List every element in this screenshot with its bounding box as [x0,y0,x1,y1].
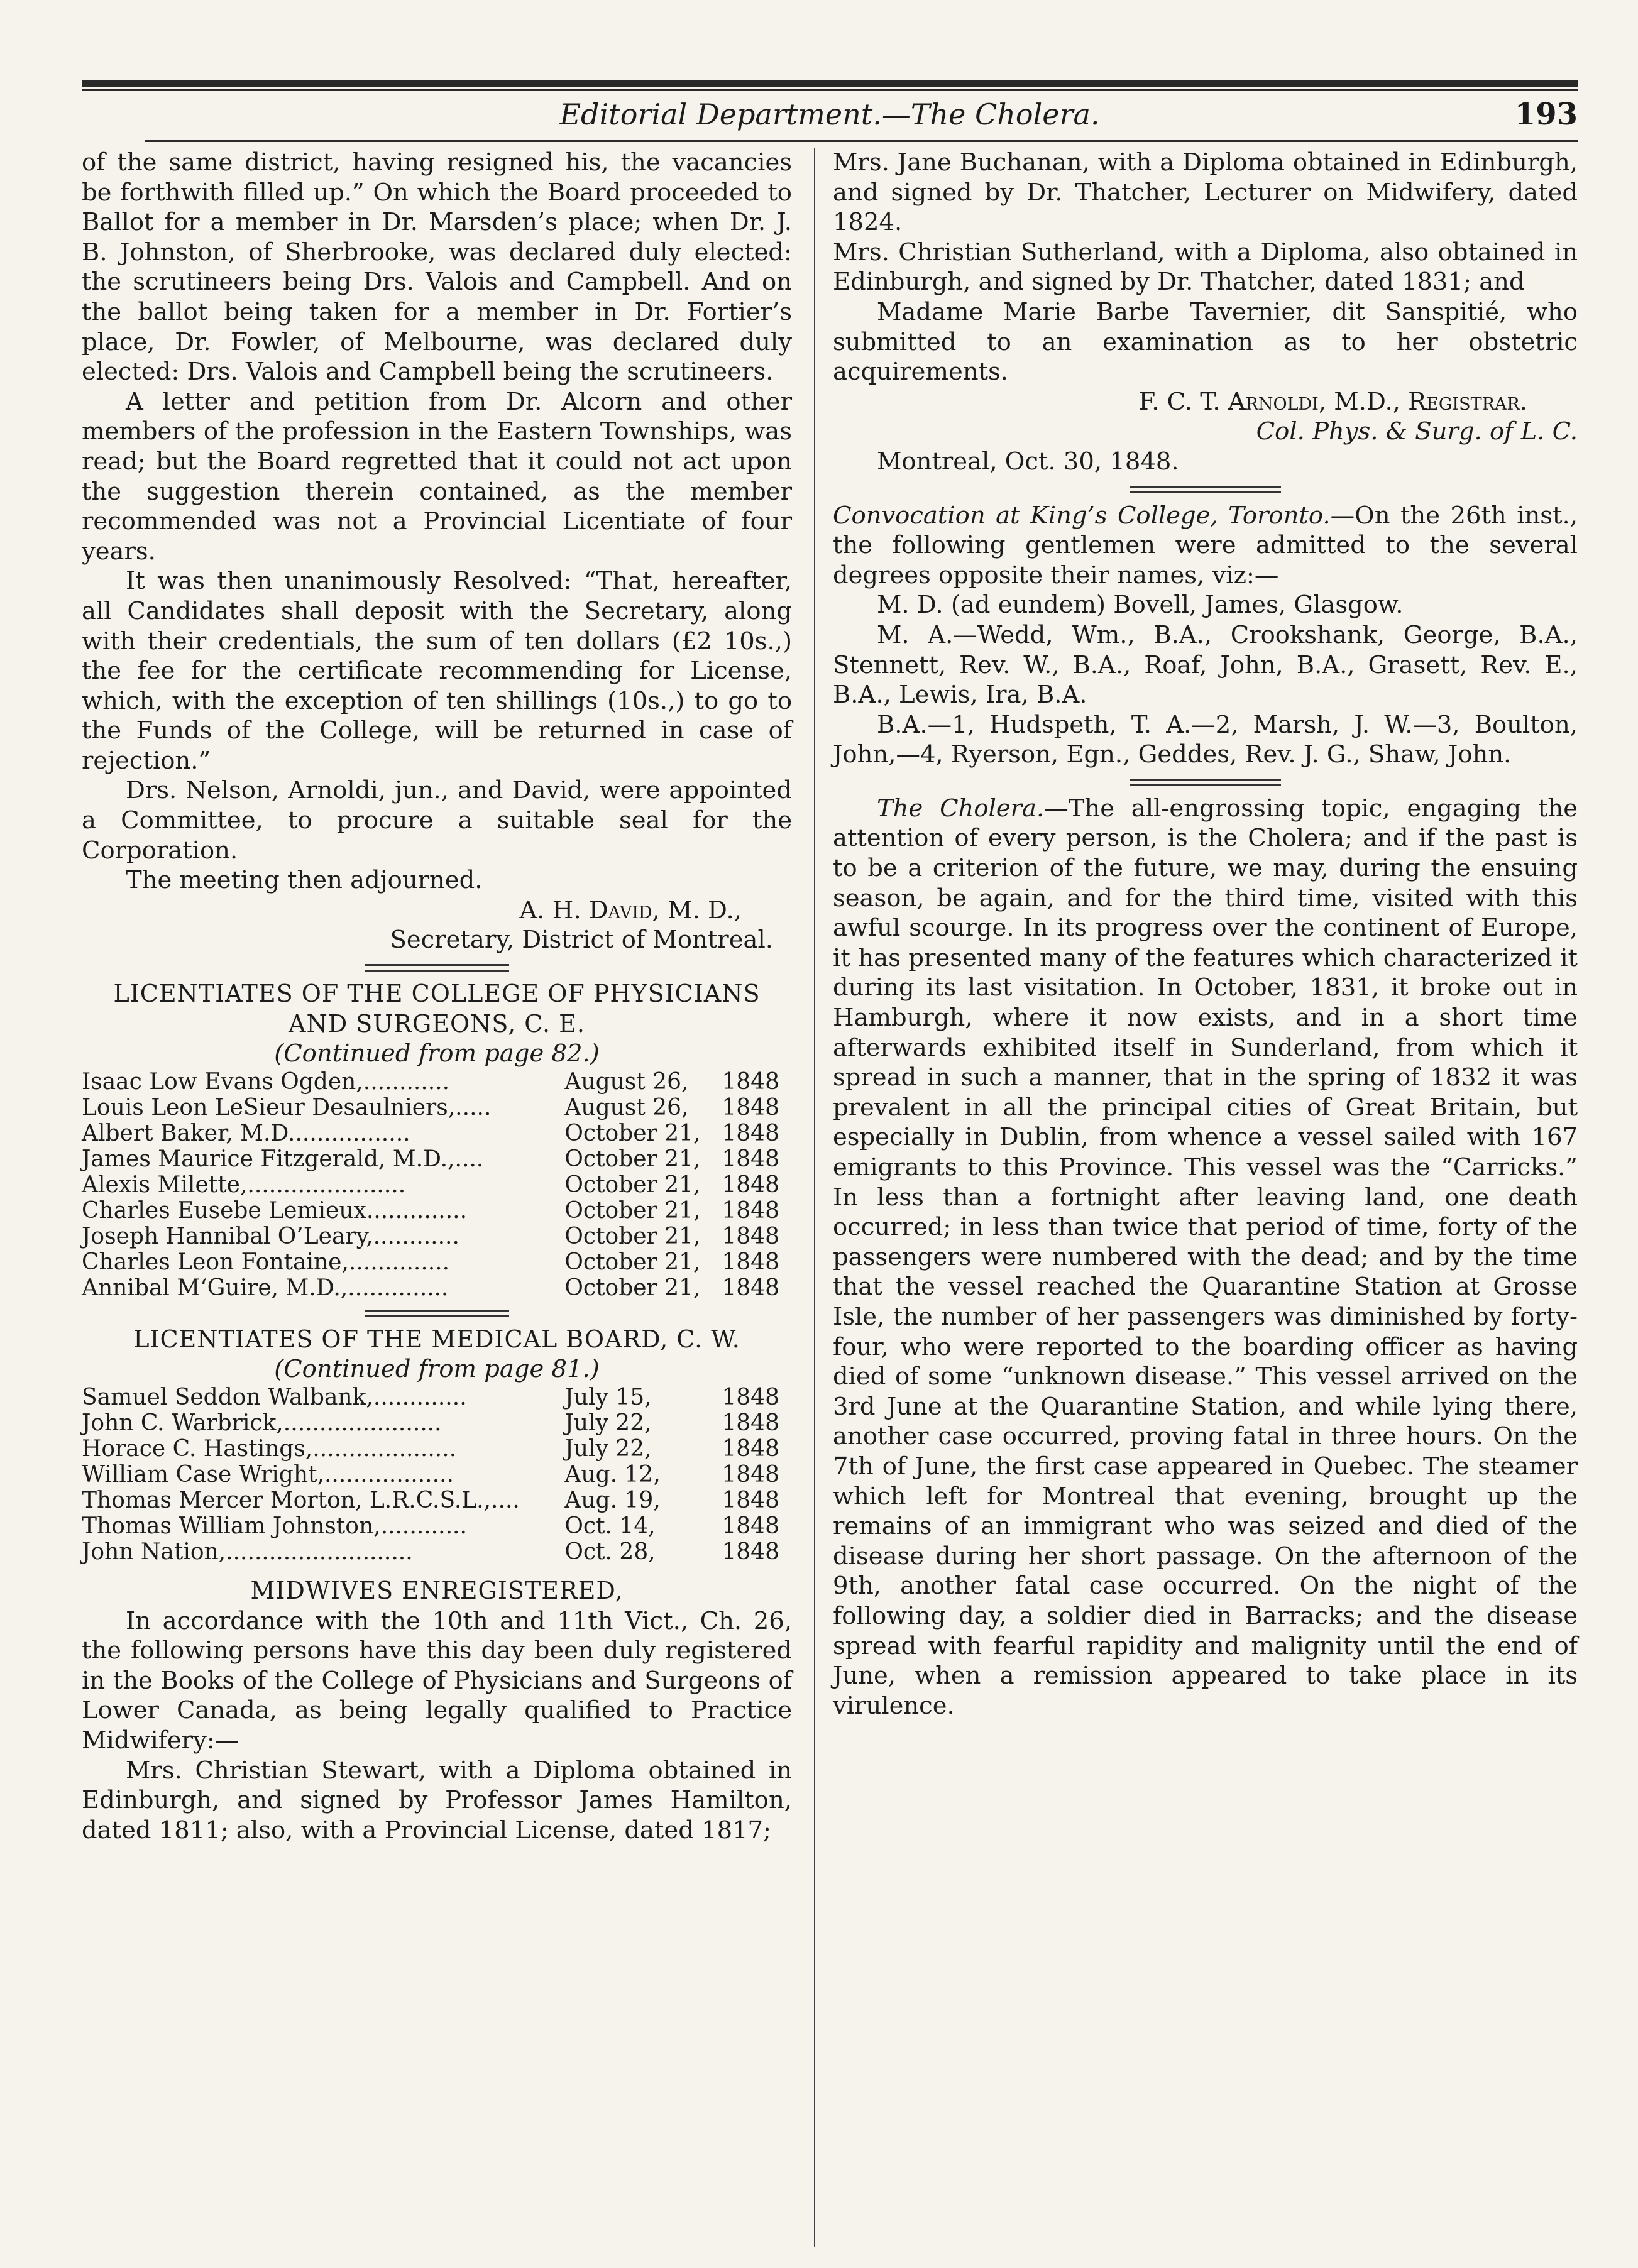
table-row [82,1224,792,1249]
licentiate-year: 1848 [722,1487,779,1513]
licentiate-name: Joseph Hannibal O’Leary,............ [82,1223,459,1249]
licentiate-name: Isaac Low Evans Ogden,............ [82,1068,450,1095]
running-header [82,96,1578,141]
licentiate-name: William Case Wright,.................. [82,1462,454,1487]
paragraph: Mrs. Jane Buchanan, with a Diploma obtained in Edinburgh, and signed by Dr. Thatcher, Lecturer on Midwifery, dated 1824. [833,148,1578,237]
licentiate-name: Charles Eusebe Lemieux.............. [82,1197,468,1224]
licentiate-name: Louis Leon LeSieur Desaulniers,..... [82,1094,492,1120]
paragraph: Mrs. Christian Sutherland, with a Diploma, also obtained in Edinburgh, and signed by Dr. Thatcher, dated 1831; and [833,238,1578,297]
section-divider [365,1310,509,1317]
signature-title: Secretary, District of Montreal. [390,926,773,955]
section-heading: MIDWIVES ENREGISTERED, [250,1577,624,1604]
degree-ba: B.A.—1, Hudspeth, T. A.—2, Marsh, J. W.—3, Boulton, John,—4, Ryerson, Egn., Geddes, Rev. J. G., Shaw, John. [833,710,1578,769]
licentiate-year: 1848 [722,1513,779,1539]
signature-name-text: A. H. David, M. D., [519,896,742,924]
licentiate-date: October 21, [564,1146,701,1172]
journal-page [82,0,1578,2268]
licentiate-date: October 21, [564,1197,701,1224]
continued-note: (Continued from page 81.) [274,1355,600,1384]
licentiate-date: Aug. 12, [564,1462,661,1487]
top-rule [82,80,1578,87]
licentiate-date: Oct. 14, [564,1513,656,1539]
licentiate-date: October 21, [564,1171,701,1198]
cholera-text: —The all-engrossing topic, engaging the attention of every person, is the Cholera; and if the past is to be a criterion of the future, we may, during the ensuing season, be again, and for the third time, visited with this awful scourge. In its progress over the continent of Europe, it has presented many of the features which characterized it during its last visitation. In October, 1831, it broke out in Hamburgh, where it now exists, and in a short time afterwards exhibited itself in Sunderland, from which it spread in such a manner, that in the spring of 1832 it was prevalent in all the principal cities of Great Britain, but especially in Dublin, from whence a vessel sailed with 167 emigrants to this Province. This vessel was the “Carricks.” In less than a fortnight after leaving land, one death occurred; in less than twice that period of time, forty of the passengers were numbered with the dead; and by the time that the vessel reached the Quarantine Station at Grosse Isle, the number of her passengers was diminished by forty-four, who were reported to the boarding officer as having died of some “unknown disease.” This vessel arrived on the 3rd June at the Quarantine Station, and while lying there, another case occurred, proving fatal in three hours. On the 7th of June, the first case appeared in Quebec. The steamer which left for Montreal that evening, brought up the remains of an immigrant who was seized and died of the disease during her short passage. On the afternoon of the 9th, another fatal case occurred. On the night of the following day, a soldier died in Barracks; and the disease spread with fearful rapidity and malignity until the end of June, when a remission appeared to take place in its virulence. [833,794,1578,1720]
paragraph: The meeting then adjourned. [126,866,483,895]
table-row [82,1249,792,1275]
section-heading: LICENTIATES OF THE MEDICAL BOARD, C. W. [133,1325,740,1353]
section-heading: AND SURGEONS, C. E. [289,1009,585,1038]
table-row [82,1069,792,1095]
table-row [82,1120,792,1146]
registrar-signature [833,387,1578,417]
licentiate-name: John C. Warbrick,...................... [82,1410,442,1436]
licentiate-date: October 21, [564,1274,701,1301]
signature-date: Montreal, Oct. 30, 1848. [877,447,1179,476]
licentiate-year: 1848 [722,1171,779,1198]
licentiate-name: Samuel Seddon Walbank,............. [82,1384,467,1410]
licentiate-year: 1848 [722,1146,779,1172]
licentiate-name: Albert Baker, M.D................. [82,1120,410,1146]
licentiate-date: July 22, [564,1410,652,1436]
header-rule [145,140,1578,142]
table-row [82,1146,792,1172]
registrar-name: F. C. T. Arnoldi, M.D., Registrar. [1138,387,1527,416]
convocation-text: —On the 26th inst., the following gentlemen were admitted to the several degrees opposite their names, viz:— [833,501,1578,589]
licentiate-name: John Nation,.......................... [82,1539,413,1565]
paragraph: of the same district, having resigned his, the vacancies be forthwith filled up.” On which the Board proceeded to Ballot for a member in Dr. Marsden’s place; when Dr. J. B. Johnston, of Sherbrooke, was declared duly elected: the scrutineers being Drs. Valois and Campbell. And on the ballot being taken for a member in Dr. Fortier’s place, Dr. Fowler, of Melbourne, was declared duly elected: Drs. Valois and Campbell being the scrutineers. [82,148,792,386]
licentiate-year: 1848 [722,1539,779,1565]
convocation-title: Convocation at King’s College, Toronto. [833,501,1331,530]
licentiate-year: 1848 [722,1436,779,1462]
table-row [82,1275,792,1301]
section-divider [1130,486,1281,493]
section-divider [365,964,509,972]
licentiate-date: October 21, [564,1249,701,1275]
licentiate-year: 1848 [722,1462,779,1487]
licentiate-name: James Maurice Fitzgerald, M.D.,.... [82,1146,484,1172]
table-row [82,1172,792,1198]
licentiate-date: Aug. 19, [564,1487,661,1513]
column-separator [814,148,815,2247]
right-column [833,148,1578,1721]
licentiate-date: July 22, [564,1436,652,1462]
paragraph [833,501,1578,591]
paragraph: Drs. Nelson, Arnoldi, jun., and David, were appointed a Committee, to procure a suitable seal for the Corporation. [82,776,792,865]
licentiate-name: Thomas William Johnston,............ [82,1513,467,1539]
paragraph: In accordance with the 10th and 11th Vict., Ch. 26, the following persons have this day been duly registered in the Books of the College of Physicians and Surgeons of Lower Canada, as being legally qualified to Practice Midwifery:— [82,1606,792,1755]
licentiate-year: 1848 [722,1384,779,1410]
licentiate-year: 1848 [722,1410,779,1436]
physicians-list [82,1069,792,1301]
paragraph: Madame Marie Barbe Tavernier, dit Sanspitié, who submitted to an examination as to her obstetric acquirements. [833,297,1578,386]
licentiate-date: October 21, [564,1120,701,1146]
licentiate-year: 1848 [722,1249,779,1275]
table-row [82,1487,792,1513]
licentiate-year: 1848 [722,1120,779,1146]
table-row [82,1384,792,1410]
licentiate-name: Horace C. Hastings,.................... [82,1436,457,1462]
degree-ma: M. A.—Wedd, Wm., B.A., Crookshank, George, B.A., Stennett, Rev. W., B.A., Roaf, John, B.A., Grasett, Rev. E., B.A., Lewis, Ira, B.A. [833,620,1578,709]
page-number: 193 [1514,97,1578,132]
paragraph: Mrs. Christian Stewart, with a Diploma obtained in Edinburgh, and signed by Professor James Hamilton, dated 1811; also, with a Provincial License, dated 1817; [82,1756,792,1844]
licentiate-date: August 26, [564,1068,689,1095]
licentiate-date: July 15, [564,1384,652,1410]
paragraph [833,794,1578,1721]
licentiate-name: Thomas Mercer Morton, L.R.C.S.L.,.... [82,1487,520,1513]
table-row [82,1198,792,1224]
licentiate-date: Oct. 28, [564,1539,656,1565]
licentiate-year: 1848 [722,1068,779,1095]
running-title: Editorial Department.—The Cholera. [559,97,1100,131]
licentiate-year: 1848 [722,1197,779,1224]
table-row [82,1539,792,1565]
degree-md: M. D. (ad eundem) Bovell, James, Glasgow. [877,591,1404,620]
registrar-title: Col. Phys. & Surg. of L. C. [1256,417,1578,446]
table-row [82,1462,792,1487]
licentiate-name: Alexis Milette,...................... [82,1171,406,1198]
licentiate-name: Charles Leon Fontaine,.............. [82,1249,450,1275]
paragraph: A letter and petition from Dr. Alcorn and other members of the profession in the Eastern Townships, was read; but the Board regretted that it could not act upon the suggestion therein contained, as the member recommended was not a Provincial Licentiate of four years. [82,387,792,566]
licentiate-year: 1848 [722,1223,779,1249]
paragraph: It was then unanimously Resolved: “That, hereafter, all Candidates shall deposit with the Secretary, along with their credentials, the sum of ten dollars (£2 10s.,) the fee for the certificate recommending for License, which, with the exception of ten shillings (10s.,) to go to the Funds of the College, will be returned in case of rejection.” [82,567,792,775]
licentiate-date: August 26, [564,1094,689,1120]
top-rule-thin [82,89,1578,91]
licentiate-name: Annibal M‘Guire, M.D.,.............. [82,1274,449,1301]
cholera-title: The Cholera. [877,794,1045,823]
table-row [82,1095,792,1120]
medical-board-list [82,1384,792,1565]
licentiate-year: 1848 [722,1094,779,1120]
licentiate-year: 1848 [722,1274,779,1301]
signature-name [82,896,792,926]
continued-note: (Continued from page 82.) [274,1039,600,1068]
table-row [82,1436,792,1462]
licentiate-date: October 21, [564,1223,701,1249]
section-divider [1130,779,1281,786]
section-heading: LICENTIATES OF THE COLLEGE OF PHYSICIANS [113,980,761,1008]
table-row [82,1410,792,1436]
table-row [82,1513,792,1539]
left-column [82,148,792,1845]
